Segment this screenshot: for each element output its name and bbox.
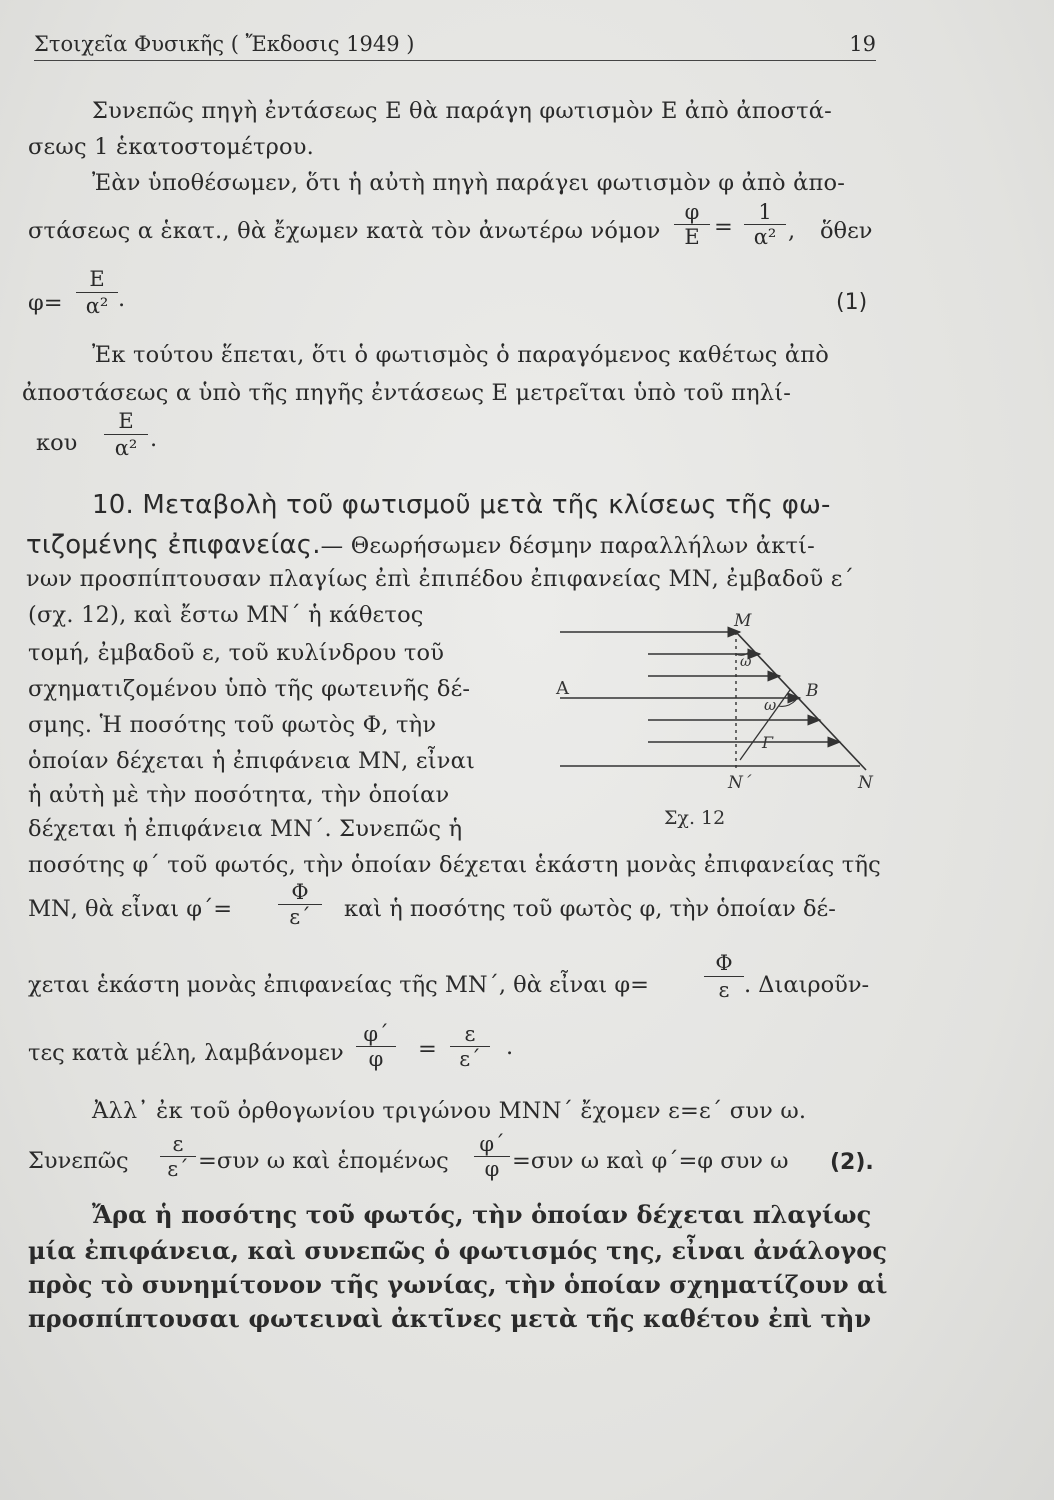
eq1-fraction: [76, 266, 118, 319]
frac-eps-over-epsprime-2: [160, 1132, 196, 1181]
section-line8: ὁποίαν δέχεται ἡ ἐπιφάνεια ΜΝ, εἶναι: [28, 748, 476, 774]
page-number: 19: [849, 32, 876, 56]
para3-line3-text: κου: [36, 430, 78, 456]
section-line9: ἡ αὐτὴ μὲ τὴν ποσότητα, τὴν ὁποίαν: [28, 782, 450, 808]
section-line4: (σχ. 12), καὶ ἔστω ΜΝ΄ ἡ κάθετος: [28, 602, 424, 628]
surface-MN: [736, 632, 866, 770]
figure-12: [548, 612, 888, 842]
section-line7: σμης. Ἡ ποσότης τοῦ φωτὸς Φ, τὴν: [28, 712, 437, 738]
section-line15: Ἀλλ᾿ ἐκ τοῦ ὀρθογωνίου τριγώνου ΜΝΝ΄ ἔχομεν ε=ε΄ συν ω.: [92, 1098, 807, 1124]
para1-line1: Συνεπῶς πηγὴ ἐντάσεως Ε θὰ παράγη φωτισμὸν Ε ἀπὸ ἀποστά-: [92, 98, 832, 124]
section-line5: τομή, ἐμβαδοῦ ε, τοῦ κυλίνδρου τοῦ: [28, 640, 445, 666]
para2-line2-text: στάσεως α ἑκατ., θὰ ἔχωμεν κατὰ τὸν ἀνωτέρω νόμον: [28, 218, 661, 244]
frac-numerator: Ε: [89, 267, 105, 291]
frac-denominator: α²: [104, 434, 148, 461]
frac-Phi-over-eps-prime: [278, 880, 322, 929]
frac-numerator: Φ: [291, 880, 309, 904]
section-line14-text: τες κατὰ μέλη, λαμβάνομεν: [28, 1040, 344, 1066]
para3-dot: .: [150, 426, 158, 452]
frac-denominator: ε: [704, 976, 744, 1003]
frac-denominator: ε΄: [160, 1156, 196, 1181]
frac-phiprime-over-phi-2: [474, 1132, 510, 1181]
word-othen: ὅθεν: [820, 218, 873, 244]
section-heading-line2: τιζομένης ἐπιφανείας.: [26, 530, 321, 560]
eq1-dot: .: [118, 286, 126, 312]
frac-numerator: Φ: [715, 951, 733, 975]
book-title: Στοιχεῖα Φυσικῆς ( Ἔκδοσις 1949 ): [34, 32, 415, 56]
frac-denominator: α²: [76, 292, 118, 319]
comma: ,: [788, 218, 796, 244]
label-N-prime: N΄: [728, 773, 752, 793]
equation-number-2: (2).: [830, 1150, 874, 1175]
para3-fraction: [104, 408, 148, 461]
section-line6: σχηματιζομένου ὑπὸ τῆς φωτεινῆς δέ-: [28, 676, 471, 702]
frac-denominator: φ: [474, 1156, 510, 1181]
conclusion-line1: Ἄρα ἡ ποσότης τοῦ φωτός, τὴν ὁποίαν δέχεται πλαγίως: [92, 1200, 872, 1229]
running-header: [34, 30, 876, 61]
section-line12-text: ΜΝ, θὰ εἶναι φ΄=: [28, 896, 233, 922]
frac-denominator: ε΄: [278, 904, 322, 929]
frac-Phi-over-eps: [704, 950, 744, 1003]
para1-line2: σεως 1 ἑκατοστομέτρου.: [28, 134, 314, 160]
section-line16-end: =συν ω καὶ φ΄=φ συν ω: [512, 1148, 789, 1174]
figure-caption: Σχ. 12: [664, 807, 726, 829]
label-gamma: Γ: [762, 733, 774, 752]
para2-line1: Ἐὰν ὑποθέσωμεν, ὅτι ἡ αὐτὴ πηγὴ παράγει φωτισμὸν φ ἀπὸ ἀπο-: [92, 170, 846, 196]
label-N: N: [858, 773, 873, 793]
section-line12-rest: καὶ ἡ ποσότης τοῦ φωτὸς φ, τὴν ὁποίαν δέ-: [344, 896, 836, 922]
section-line14-dot: .: [506, 1034, 514, 1060]
section-line14-equals: =: [418, 1036, 437, 1062]
section-line10: δέχεται ἡ ἐπιφάνεια ΜΝ΄. Συνεπῶς ἡ: [28, 816, 463, 842]
frac-phi-over-E: [674, 200, 710, 249]
frac-numerator: ε: [172, 1132, 184, 1156]
section-line11: ποσότης φ΄ τοῦ φωτός, τὴν ὁποίαν δέχεται ἑκάστη μονὰς ἐπιφανείας τῆς: [28, 852, 881, 878]
frac-eps-over-epsprime: [450, 1022, 490, 1071]
section-line2: [26, 530, 815, 560]
equals-sign: =: [714, 214, 733, 240]
label-omega-2: ω: [764, 696, 777, 714]
frac-numerator: Ε: [118, 409, 134, 433]
conclusion-line2: μία ἐπιφάνεια, καὶ συνεπῶς ὁ φωτισμός της, εἶναι ἀνάλογος: [28, 1236, 888, 1265]
frac-denominator: ε΄: [450, 1046, 490, 1071]
equation-number-1: (1): [836, 290, 868, 315]
frac-numerator: φ΄: [363, 1022, 389, 1046]
frac-numerator: 1: [758, 200, 772, 224]
frac-numerator: ε: [464, 1022, 476, 1046]
label-B: B: [806, 681, 819, 701]
para3-line1: Ἐκ τούτου ἕπεται, ὅτι ὁ φωτισμὸς ὁ παραγόμενος καθέτως ἀπὸ: [92, 342, 829, 368]
label-omega-1: ω: [740, 654, 752, 670]
section-line13-text: χεται ἑκάστη μονὰς ἐπιφανείας τῆς ΜΝ΄, θὰ εἶναι φ=: [28, 972, 649, 998]
frac-denominator: Ε: [674, 224, 710, 249]
section-line2-rest: — Θεωρήσωμεν δέσμην παραλλήλων ἀκτί-: [320, 533, 815, 559]
frac-phiprime-over-phi: [356, 1022, 396, 1071]
section-line13-rest: . Διαιροῦν-: [744, 972, 870, 998]
section-line3: νων προσπίπτουσαν πλαγίως ἐπὶ ἐπιπέδου ἐπιφανείας ΜΝ, ἐμβαδοῦ ε΄: [26, 566, 855, 592]
frac-numerator: φ: [684, 200, 700, 224]
section-heading-line1: 10. Μεταβολὴ τοῦ φωτισμοῦ μετὰ τῆς κλίσεως τῆς φω-: [92, 490, 831, 520]
frac-denominator: α²: [744, 224, 786, 249]
para3-line2: ἀποστάσεως α ὑπὸ τῆς πηγῆς ἐντάσεως Ε μετρεῖται ὑπὸ τοῦ πηλί-: [22, 380, 792, 406]
conclusion-line4: προσπίπτουσαι φωτειναὶ ἀκτῖνες μετὰ τῆς καθέτου ἐπὶ τὴν: [28, 1304, 872, 1333]
conclusion-line3: πρὸς τὸ συνημίτονον τῆς γωνίας, τὴν ὁποίαν σχηματίζουν αἱ: [28, 1270, 888, 1299]
frac-denominator: φ: [356, 1046, 396, 1071]
label-A: A: [556, 678, 569, 699]
eq1-lhs: φ=: [28, 290, 63, 316]
label-M: M: [734, 612, 752, 631]
frac-one-over-alpha-sq: [744, 200, 786, 249]
section-line16-text: Συνεπῶς: [28, 1148, 129, 1174]
section-line16-middle: =συν ω καὶ ἑπομένως: [198, 1148, 449, 1174]
frac-numerator: φ΄: [479, 1132, 505, 1156]
